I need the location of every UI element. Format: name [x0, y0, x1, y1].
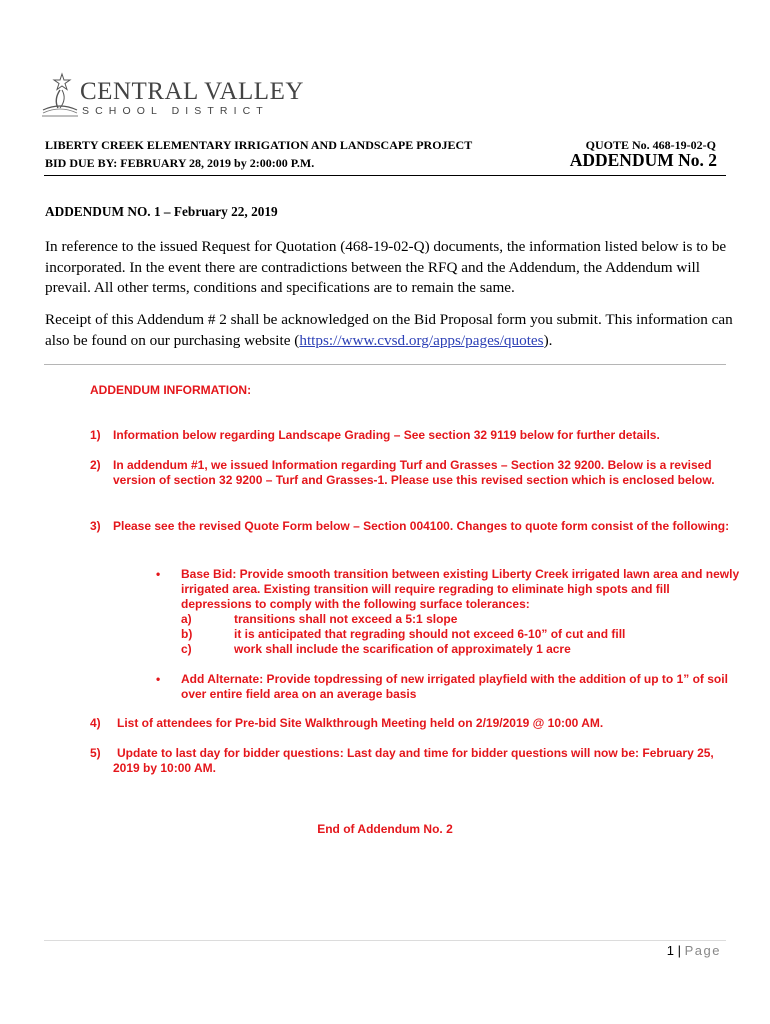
receipt-text: Receipt of this Addendum # 2 shall be acknowledged on the Bid Proposal form you submit. This information can also be found on our purchasing website ( — [45, 311, 733, 349]
purchasing-website-link[interactable]: https://www.cvsd.org/apps/pages/quotes — [299, 331, 544, 349]
bullet-marker: • — [156, 567, 161, 581]
footer-divider — [44, 940, 726, 941]
header-divider — [44, 175, 726, 176]
bullet-item: Add Alternate: Provide topdressing of new irrigated playfield with the addition of up to 1” of soil over entire field area on an average basis — [181, 672, 728, 701]
item-number: 2) — [90, 458, 101, 472]
addendum-heading: ADDENDUM NO. 1 – February 22, 2019 — [45, 204, 278, 219]
district-name: CENTRAL VALLEY — [80, 78, 304, 105]
page-footer — [667, 943, 721, 958]
page-number: 1 — [666, 943, 674, 958]
item-number: 4) — [90, 716, 101, 730]
receipt-paragraph — [45, 310, 735, 351]
quote-number: QUOTE No. 468-19-02-Q — [585, 138, 716, 152]
list-item: List of attendees for Pre-bid Site Walkthrough Meeting held on 2/19/2019 @ 10:00 AM. — [117, 716, 604, 730]
subitem-label: c) — [181, 642, 192, 656]
bullet-marker: • — [156, 672, 161, 686]
list-item: Update to last day for bidder questions: Last day and time for bidder questions will now be: February 25, 2019 by 10:00 AM. — [113, 746, 714, 775]
end-of-addendum: End of Addendum No. 2 — [317, 822, 453, 836]
subitem-text: transitions shall not exceed a 5:1 slope — [234, 612, 458, 626]
page-label: Page — [684, 943, 721, 958]
subitem-text: it is anticipated that regrading should not exceed 6-10” of cut and fill — [234, 627, 626, 641]
subitem-label: b) — [181, 627, 193, 641]
section-divider — [44, 364, 726, 365]
page-separator: | — [677, 943, 681, 958]
list-item: Please see the revised Quote Form below – Section 004100. Changes to quote form consist of the following: — [113, 519, 730, 533]
list-item: Information below regarding Landscape Grading – See section 32 9119 below for further details. — [113, 428, 660, 442]
subitem-label: a) — [181, 612, 192, 626]
info-heading: ADDENDUM INFORMATION: — [90, 383, 252, 397]
receipt-text-end: ). — [543, 331, 553, 349]
item-number: 1) — [90, 428, 101, 442]
subitem-text: work shall include the scarification of approximately 1 acre — [234, 642, 571, 656]
intro-paragraph: In reference to the issued Request for Quotation (468-19-02-Q) documents, the information listed below is to be incorporated. In the event there are contradictions between the RFQ and the Addendum, the Addendum will prevail. All other terms, conditions and specifications are to remain the same. — [45, 238, 727, 296]
addendum-number: ADDENDUM No. 2 — [569, 150, 717, 170]
district-logo — [40, 70, 304, 122]
bid-due-date: BID DUE BY: FEBRUARY 28, 2019 by 2:00:00 P.M. — [45, 156, 315, 170]
project-title: LIBERTY CREEK ELEMENTARY IRRIGATION AND LANDSCAPE PROJECT — [45, 138, 473, 152]
school-star-icon — [40, 70, 80, 122]
item-number: 3) — [90, 519, 101, 533]
district-subtitle: SCHOOL DISTRICT — [82, 105, 269, 117]
bullet-item: Base Bid: Provide smooth transition between existing Liberty Creek irrigated lawn area and newly irrigated area. Existing transition will require regrading to eliminate high spots and fill depressions to comply with the following surface tolerances: — [181, 567, 740, 611]
list-item: In addendum #1, we issued Information regarding Turf and Grasses – Section 32 9200. Below is a revised version of section 32 9200 – Turf and Grasses-1. Please use this revised section which is enclosed below. — [113, 458, 715, 487]
item-number: 5) — [90, 746, 101, 760]
